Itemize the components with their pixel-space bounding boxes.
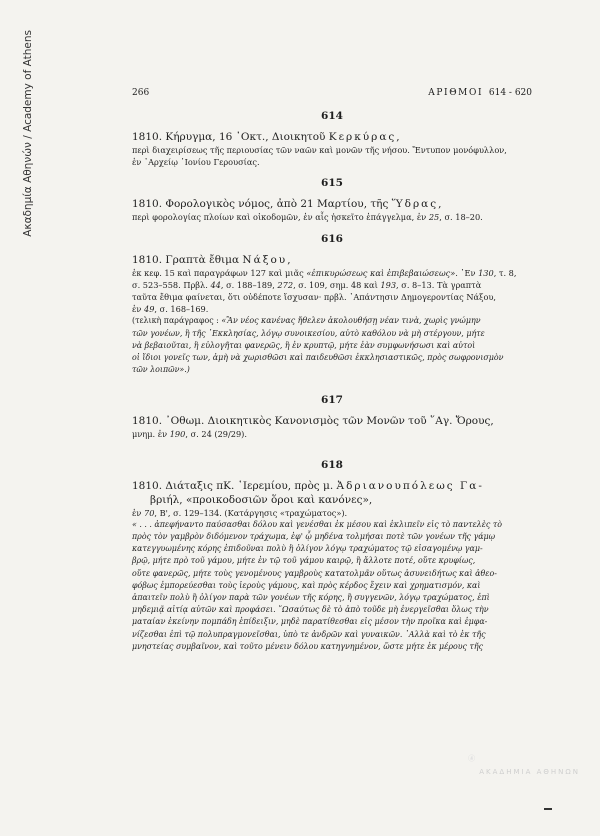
entry-617-l2b: 190	[169, 429, 186, 440]
quote-line: μηδεμιᾷ αἰτίᾳ αὐτῶν καὶ προφάσει. ῞Ωσαύτως δὲ τὸ ἀπὸ τοῦδε μὴ ἐνεργεῖσθαι ὅλως τὴν	[132, 605, 489, 615]
entry-number-615: 615	[321, 177, 343, 190]
entry-615-place: Ὕδρας,	[391, 198, 444, 211]
entry-616-l3a: σ. 523–558. Πρβλ.	[132, 279, 211, 290]
entry-616-text: 1810. Γραπτὰ ἔθιμα	[132, 253, 243, 266]
page-number: 266	[132, 88, 150, 98]
entry-616-l3d: 272	[277, 279, 294, 290]
entry-616-quote-3: νὰ βεβαιοῦται, ἢ εὐλογῆται φανερῶς, ἢ ἐν κρυπτῷ, μήτε ἐὰν συμφωνήσωσι καὶ αὐτοὶ	[132, 340, 476, 350]
entry-617-l2a: μνημ. ἐν	[132, 429, 170, 440]
entry-618-place: Ἀδριανουπόλεως Γα-	[336, 479, 484, 492]
section-title: ΑΡΙΘΜΟΙ	[428, 88, 484, 98]
page-content	[132, 110, 532, 653]
entry-614-text: 1810. Κήρυγμα, 16 ᾿Οκτ., Διοικητοῦ	[132, 131, 329, 143]
running-header	[132, 88, 532, 98]
entry-616-l5c: , σ. 168–169.	[154, 304, 209, 315]
entry-618-heading	[132, 479, 532, 493]
entry-618-l3b: 70	[143, 507, 155, 518]
entry-616-l3f: 193	[380, 279, 397, 290]
entry-616-quote-intro: (τελικὴ παράγραφος :	[132, 316, 222, 326]
entry-615-desc	[132, 211, 532, 223]
quote-line: κατεγγυωμένης κόρης ἐπιδοῦναι πολὺ ἢ ὀλίγον λόγῳ τραχώματος τῷ εἰσαγομένῳ γαμ-	[132, 544, 483, 554]
page-dash-mark	[544, 808, 552, 810]
entry-range: 614 - 620	[488, 88, 532, 98]
entry-616-quote-text: «Ἂν νέος κανένας ἤθελεν ἀκολουθήσῃ νέαν τινὰ, χωρὶς γνώμην	[221, 316, 481, 326]
quote-line: πρὸς τὸν γαμβρὸν διδόμενον τράχωμα, ἐφ' ᾧ μηδένα τολμήσαι ποτὲ τῶν γονέων τῆς γάμῳ	[132, 532, 496, 542]
entry-615-text: 1810. Φορολογικὸς νόμος, ἀπὸ 21 Μαρτίου, τῆς	[132, 198, 392, 211]
entry-616-l2e: , τ. 8,	[493, 267, 517, 278]
entry-618-source	[132, 507, 532, 519]
entry-616-line-2	[132, 267, 532, 279]
entry-616-heading	[132, 253, 532, 267]
entry-615-heading	[132, 197, 532, 211]
entry-616-l2a: ἐκ κεφ. 15 καὶ παραγράφων 127 καὶ μιᾶς	[132, 267, 307, 278]
quote-line: νίζεσθαι ἐπὶ τῷ πολυπραγμονεῖσθαι, ὑπὸ τε ἀνδρῶν καὶ γυναικῶν. ᾿Αλλὰ καὶ τὸ ἐκ τῆς	[132, 629, 486, 639]
quote-line: φόβως ἐμπορεύεσθαι τοὺς ἱεροὺς γάμους, καὶ πρὸς κέρδος ἔχειν καὶ χρηματισμόν, καὶ	[132, 580, 481, 590]
quote-line: οὔτε φανερῶς, μήτε τοὺς γενομένους γαμβροὺς κατατολμᾶν οὕτως ἀσυνειδήτως καὶ ἀθεο-	[132, 568, 497, 578]
entry-616-l2c: . ᾿Εν	[455, 267, 479, 278]
entry-614-desc: περὶ διαχειρίσεως τῆς περιουσίας τῶν ναῶν καὶ μονῶν τῆς νήσου. Ἔντυπον μονόφυλλον,	[132, 145, 507, 155]
entry-616-l2d: 130	[478, 267, 494, 278]
entry-616-line-4: ταῦτα ἔθιμα φαίνεται, ὅτι οὐδέποτε ἴσχυσαν· πρβλ. ᾿Απάντησιν Δημογεροντίας Νάξου,	[132, 292, 497, 303]
entry-616-line-3	[132, 279, 532, 291]
entry-number-616: 616	[321, 232, 343, 245]
entry-616-l5a: ἐν	[132, 304, 144, 315]
athena-seal-icon	[468, 736, 475, 780]
entry-616-line-5	[132, 303, 532, 315]
entry-617-source	[132, 428, 532, 440]
entry-618-text: 1810. Διάταξις πΚ. ῾Ιερεμίου, πρὸς μ.	[132, 479, 337, 492]
entry-617-heading: 1810. ᾿Οθωμ. Διοικητικὸς Κανονισμὸς τῶν Μονῶν τοῦ ῞Αγ. Ὄρους,	[132, 415, 494, 428]
entry-616-quote-4: οἱ ἴδιοι γονεῖς των, ἀμὴ νὰ χωρισθῶσι καὶ παιδευθῶσι ἐκκλησιαστικῶς, πρὸς σωφρονισμὸν	[132, 353, 504, 363]
entry-616-place: Νάξου,	[242, 253, 293, 266]
entry-616-quote-5: τῶν λοιπῶν».)	[132, 365, 190, 375]
entry-616-l5b: 49	[143, 304, 155, 315]
entry-616-l3b: 44	[210, 279, 221, 290]
quote-line: ἀπαιτεῖν πολὺ ἢ ὀλίγον παρὰ τῶν γονέων τῆς κόρης, ἢ συγγενῶν, λόγῳ τραχώματος, ἐπὶ	[132, 593, 490, 603]
entry-615-ref: 25	[428, 212, 440, 223]
entry-number-614: 614	[321, 110, 343, 122]
entry-616-l3c: , σ. 188–189,	[220, 279, 278, 290]
quote-line: ματαίαν ἐκείνην πομπάδη ἐπίδειξιν, μηδὲ παρατίθεσθαι εἰς μέσον τὴν προῖκα καὶ ἐμφα-	[132, 617, 488, 627]
entry-615-desc-text: περὶ φορολογίας πλοίων καὶ οἰκοδομῶν, ἐν αἷς ἠσκεῖτο ἐπάγγελμα, ἐν	[132, 212, 429, 223]
entry-618-l3c: , Β', σ. 129–134. (Κατάργησις «τραχώματος»).	[154, 507, 348, 518]
archive-sidebar-label: Ακαδημία Αθηνών / Academy of Athens	[22, 30, 34, 237]
entry-618-l3a: ἐν	[132, 507, 144, 518]
entry-616-l3g: , σ. 8–13. Τὰ γραπτὰ	[396, 279, 482, 290]
archive-sidebar	[16, 30, 40, 280]
entry-616-quote-1	[132, 315, 532, 327]
entry-618-heading-cont: βριήλ, «προικοδοσιῶν ὅροι καὶ κανόνες»,	[150, 493, 373, 506]
entry-number-617: 617	[321, 394, 343, 407]
running-title	[428, 88, 532, 98]
quote-line: « . . . ἀπεφήναντο παύσασθαι δόλου καὶ γενέσθαι ἐκ μέσου καὶ ἐκλιπεῖν εἰς τὸ παντελὲς τὸ	[132, 519, 502, 529]
quote-line: βρῷ, μήτε πρὸ τοῦ γάμου, μήτε ἐν τῷ τοῦ γάμου καιρῷ, ἢ ἄλλοτε ποτέ, οὔτε κρυφίως,	[132, 556, 476, 566]
academy-watermark	[468, 720, 580, 780]
entry-617-l2c: , σ. 24 (29/29).	[185, 429, 247, 440]
entry-618-quote	[132, 519, 532, 653]
entry-number-618: 618	[321, 458, 343, 471]
entry-616-l3e: , σ. 109, σημ. 48 καὶ	[293, 279, 381, 290]
entry-614-place: Κερκύρας,	[328, 131, 402, 143]
entry-615-pages: , σ. 18–20.	[439, 212, 483, 223]
quote-line: μνηστείας συμβαῖνον, καὶ τοῦτο μένειν δόλου κατηγνημένον, ὥστε μήτε ἐκ μέρους τῆς	[132, 641, 483, 651]
entry-614-source: ἐν ᾿Αρχείῳ ᾿Ιονίου Γερουσίας.	[132, 157, 260, 168]
entry-616-quote-2: τῶν γονέων, ἢ τῆς ᾿Εκκλησίας, λόγῳ συνοικεσίου, αὐτὸ καθόλου νὰ μὴ στέργουν, μήτε	[132, 328, 485, 338]
entry-616-l2b: «ἐπικυρώσεως καὶ ἐπιβεβαιώσεως»	[306, 267, 456, 278]
entry-614-heading	[132, 130, 532, 144]
watermark-text: ΑΚΑΔΗΜΙΑ ΑΘΗΝΩΝ	[479, 768, 580, 776]
